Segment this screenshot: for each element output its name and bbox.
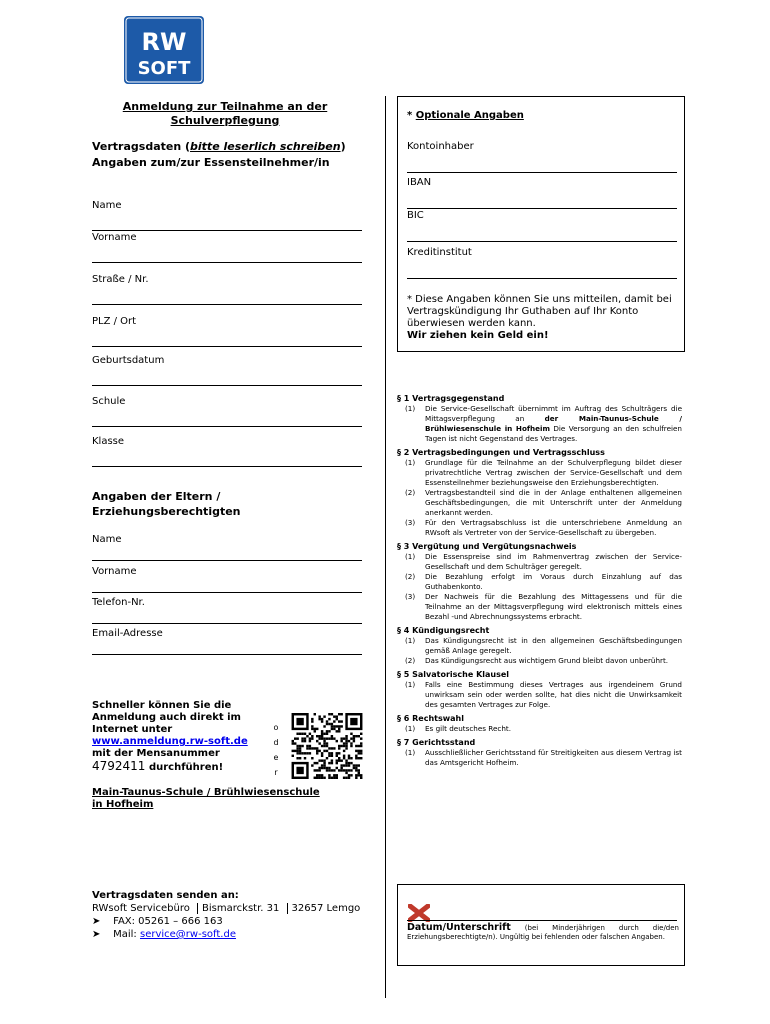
item-text-part: Die Bezahlung erfolgt im Voraus durch Einzahlung auf das Guthabenkonto.	[425, 572, 682, 591]
item-text-part: Die Essenspreise sind im Rahmenvertrag zwischen der Service-Gesellschaft und dem Schulträger geregelt.	[425, 552, 682, 571]
field-input-line[interactable]	[92, 262, 362, 263]
paragraph-heading: § 4 Kündigungsrecht	[397, 626, 490, 635]
item-text-part: Es gilt deutsches Recht.	[425, 724, 511, 733]
field-label: Klasse	[92, 436, 125, 447]
vd-prefix: Vertragsdaten (	[92, 140, 191, 153]
field-input-line[interactable]	[92, 466, 362, 467]
item-number: (1)	[405, 680, 416, 689]
mail-link[interactable]: service@rw-soft.de	[139, 929, 236, 940]
item-text-bold: der Main-Taunus-Schule / Brühlwiesenschule in Hofheim	[425, 414, 682, 433]
paragraph-heading: § 3 Vergütung und Vergütungsnachweis	[397, 542, 577, 551]
field-label: Name	[92, 200, 122, 211]
mail-prefix: Mail:	[113, 929, 140, 940]
vd-italic: bitte leserlich schreiben	[190, 140, 341, 153]
form-title: Anmeldung zur Teilnahme an der Schulverpflegung	[122, 100, 328, 127]
signature-title: Datum/Unterschrift	[407, 922, 511, 933]
item-number: (2)	[405, 572, 416, 581]
item-number: (2)	[405, 488, 416, 497]
item-text-part: Das Kündigungsrecht aus wichtigem Grund bleibt davon unberührt.	[425, 656, 669, 665]
item-text-part: Für den Vertragsabschluss ist die unterschriebene Anmeldung an RWsoft als Vertreter von der Service-Gesellschaft zu übergeben.	[425, 518, 682, 537]
item-number: (2)	[405, 656, 416, 665]
send-block	[92, 889, 382, 941]
paragraph-heading: § 5 Salvatorische Klausel	[397, 670, 510, 679]
item-number: (3)	[405, 518, 416, 527]
paragraph-heading: § 7 Gerichtsstand	[397, 738, 476, 747]
eltern-heading: Angaben der Eltern / Erziehungsberechtigten	[92, 490, 241, 518]
item-text-part: Das Kündigungsrecht ist in den allgemeinen Geschäftsbedingungen gemäß Anlage geregelt.	[425, 636, 682, 655]
field-input-line[interactable]	[92, 426, 362, 427]
oder-o: o	[273, 723, 279, 732]
optional-input-line[interactable]	[407, 278, 677, 279]
optional-note-bold: Wir ziehen kein Geld ein!	[407, 330, 549, 341]
item-text	[425, 656, 682, 666]
optional-input-line[interactable]	[407, 241, 677, 242]
online-link[interactable]: www.anmeldung.rw-soft.de	[92, 736, 248, 747]
optional-note-text: * Diese Angaben können Sie uns mitteilen, damit bei Vertragskündigung Ihr Guthaben auf Ihr Konto überwiesen werden kann.	[407, 294, 672, 329]
item-number: (1)	[405, 724, 416, 733]
online-text3: durchführen!	[148, 762, 224, 773]
item-text-part: Ausschließlicher Gerichtsstand für Streitigkeiten aus diesem Vertrag ist das Amtsgericht Hofheim.	[425, 748, 682, 767]
school-name	[92, 787, 372, 811]
field-input-line[interactable]	[92, 385, 362, 386]
optional-field-label: BIC	[407, 210, 424, 221]
arrow-bullet-icon: ➤	[92, 929, 101, 940]
item-text	[425, 592, 682, 622]
optional-input-line[interactable]	[407, 172, 677, 173]
column-divider	[385, 96, 386, 998]
paragraph-item	[397, 404, 682, 444]
item-number: (1)	[405, 404, 416, 413]
mail-line	[92, 928, 382, 941]
fax-line	[92, 915, 382, 928]
signature-note: (bei Minderjährigen durch die/den Erziehungsberechtigte/n). Ungültig bei fehlenden oder falschen Angaben.	[407, 924, 679, 941]
qr-code[interactable]	[291, 713, 363, 779]
eltern-input-line[interactable]	[92, 592, 362, 593]
school-line1: Main-Taunus-Schule / Brühlwiesenschule	[92, 787, 320, 798]
eltern-input-line[interactable]	[92, 623, 362, 624]
item-number: (1)	[405, 748, 416, 757]
optional-heading	[407, 110, 524, 121]
oder-d: d	[273, 738, 279, 747]
item-text-part: Vertragsbestandteil sind die in der Anlage enthaltenen allgemeinen Geschäftsbedingungen, die mit Unterschrift unter der Anmeldung anerkannt werden.	[425, 488, 682, 517]
rwsoft-logo	[124, 16, 204, 84]
vertragsdaten-heading	[92, 139, 382, 154]
eltern-field-label: Vorname	[92, 566, 137, 577]
paragraph-heading: § 1 Vertragsgegenstand	[397, 394, 505, 403]
field-label: Schule	[92, 396, 126, 407]
item-text	[425, 636, 682, 656]
item-text	[425, 552, 682, 572]
item-number: (3)	[405, 592, 416, 601]
addr1: RWsoft Servicebüro	[92, 903, 190, 914]
paragraph-item	[397, 572, 682, 592]
optional-note	[407, 294, 679, 342]
eltern-field-label: Telefon-Nr.	[92, 597, 145, 608]
eltern-field-label: Name	[92, 534, 122, 545]
oder-vertical	[272, 720, 280, 780]
item-text-part: Falls eine Bestimmung dieses Vertrages aus irgendeinem Grund unwirksam sein oder werden sollte, hat dies nicht die Unwirksamkeit des gesamten Vertrages zur Folge.	[425, 680, 682, 709]
item-text	[425, 404, 682, 444]
paragraph-item	[397, 748, 682, 768]
item-text	[425, 748, 682, 768]
arrow-bullet-icon: ➤	[92, 916, 101, 927]
item-number: (1)	[405, 636, 416, 645]
eltern-field-label: Email-Adresse	[92, 628, 163, 639]
item-text	[425, 680, 682, 710]
item-text	[425, 518, 682, 538]
eltern-input-line[interactable]	[92, 654, 362, 655]
angaben-essen-heading: Angaben zum/zur Essensteilnehmer/in	[92, 156, 330, 169]
paragraph-item	[397, 656, 682, 666]
paragraph-item	[397, 592, 682, 622]
contract-terms	[397, 393, 682, 768]
optional-field-label: IBAN	[407, 177, 432, 188]
paragraph-heading: § 6 Rechtswahl	[397, 714, 464, 723]
optional-title: Optionale Angaben	[415, 110, 524, 121]
field-label: Vorname	[92, 232, 137, 243]
eltern-input-line[interactable]	[92, 560, 362, 561]
item-number: (1)	[405, 552, 416, 561]
signature-label	[407, 923, 679, 942]
optional-input-line[interactable]	[407, 208, 677, 209]
paragraph-heading: § 2 Vertragsbedingungen und Vertragsschluss	[397, 448, 605, 457]
optional-star: *	[407, 110, 416, 121]
item-text-part: Grundlage für die Teilnahme an der Schulverpflegung bildet dieser privatrechtliche Vertrag zwischen der Service-Gesellschaft und dem Essensteilnehmer beziehungsweise den Erziehungsberechtigten.	[425, 458, 682, 487]
fax-text: FAX: 05261 – 666 163	[113, 916, 223, 927]
item-number: (1)	[405, 458, 416, 467]
online-text2: mit der Mensanummer	[92, 748, 220, 759]
send-address	[92, 902, 382, 915]
item-text	[425, 572, 682, 592]
optional-field-label: Kontoinhaber	[407, 141, 474, 152]
item-text-part2: Die Versorgung an den schulfreien Tagen ist nicht Gegenstand des Vertrages.	[425, 424, 682, 443]
signature-line[interactable]	[407, 920, 677, 921]
oder-e: e	[273, 753, 279, 762]
item-text-part: Der Nachweis für die Bezahlung des Mittagessens und für die Teilnahme an der Mittagsverpflegung wird elektronisch mittels eines Bezahl -und Abrechnungssystems erbracht.	[425, 592, 682, 621]
online-text1: Schneller können Sie die Anmeldung auch direkt im Internet unter	[92, 700, 241, 735]
item-text-part: Die Service-Gesellschaft übernimmt im Auftrag des Schulträgers die Mittagsverpflegung an	[425, 404, 682, 423]
item-text	[425, 724, 682, 734]
logo-line2: SOFT	[137, 58, 191, 79]
vd-suffix: )	[340, 140, 346, 153]
oder-r: r	[274, 768, 278, 777]
item-text	[425, 488, 682, 518]
addr2: Bismarckstr. 31	[202, 903, 280, 914]
paragraph-item	[397, 518, 682, 538]
optional-field-label: Kreditinstitut	[407, 247, 472, 258]
paragraph-item	[397, 636, 682, 656]
paragraph-item	[397, 488, 682, 518]
field-input-line[interactable]	[92, 346, 362, 347]
field-label: Geburtsdatum	[92, 355, 165, 366]
field-label: PLZ / Ort	[92, 316, 137, 327]
send-heading: Vertragsdaten senden an:	[92, 890, 239, 901]
paragraph-item	[397, 724, 682, 734]
mensa-number: 4792411	[92, 759, 146, 773]
item-text	[425, 458, 682, 488]
logo-line1: RW	[141, 28, 187, 56]
school-line2: in Hofheim	[92, 799, 154, 810]
field-label: Straße / Nr.	[92, 274, 149, 285]
field-input-line[interactable]	[92, 304, 362, 305]
paragraph-item	[397, 458, 682, 488]
field-input-line[interactable]	[92, 230, 362, 231]
online-text	[92, 700, 262, 774]
addr3: 32657 Lemgo	[291, 903, 361, 914]
paragraph-item	[397, 552, 682, 572]
paragraph-item	[397, 680, 682, 710]
